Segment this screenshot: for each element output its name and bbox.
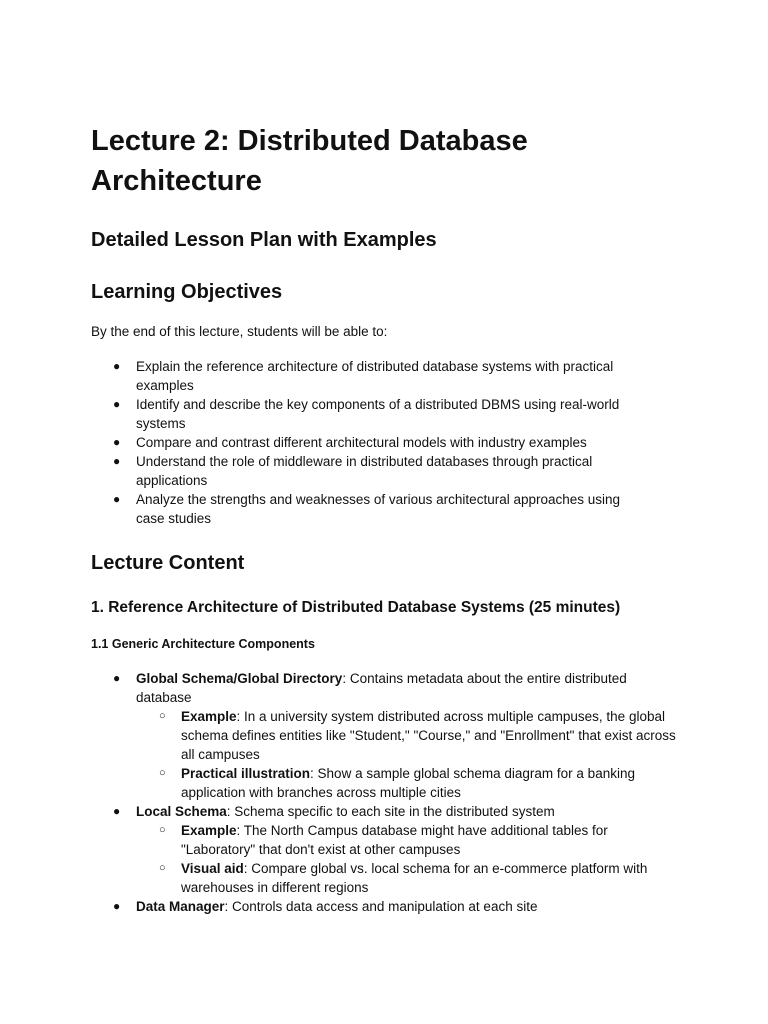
list-item <box>91 669 681 802</box>
section-heading: 1. Reference Architecture of Distributed Database Systems (25 minutes) <box>91 599 621 616</box>
list-item <box>91 433 651 452</box>
list-item <box>91 490 651 528</box>
detail-term: Visual aid <box>181 861 244 876</box>
component-term: Data Manager <box>136 899 225 914</box>
hollow-bullet-icon: ○ <box>159 710 166 722</box>
objective-text: Analyze the strengths and weaknesses of various architectural approaches using case studies <box>136 492 621 526</box>
objective-text: Identify and describe the key components of a distributed DBMS using real-world systems <box>136 397 620 431</box>
list-item <box>91 452 651 490</box>
component-term: Local Schema <box>136 804 227 819</box>
component-term: Global Schema/Global Directory <box>136 671 343 686</box>
component-text: : Schema specific to each site in the distributed system <box>226 804 555 819</box>
lecture-content-heading: Lecture Content <box>91 552 245 574</box>
list-item <box>136 764 681 802</box>
bullet-icon: ● <box>113 671 121 685</box>
hollow-bullet-icon: ○ <box>159 767 166 779</box>
bullet-icon: ● <box>113 804 121 818</box>
objective-text: Compare and contrast different architectural models with industry examples <box>136 435 587 450</box>
learning-objectives-heading: Learning Objectives <box>91 281 283 303</box>
bullet-icon: ● <box>113 359 121 373</box>
bullet-icon: ● <box>113 454 121 468</box>
list-item <box>91 802 681 897</box>
objective-text: Understand the role of middleware in distributed databases through practical applications <box>136 454 593 488</box>
detail-term: Practical illustration <box>181 766 311 781</box>
detail-term: Example <box>181 823 237 838</box>
bullet-icon: ● <box>113 899 121 913</box>
component-details <box>136 821 681 897</box>
objective-text: Explain the reference architecture of distributed database systems with practical examples <box>136 359 614 393</box>
objectives-intro: By the end of this lecture, students will be able to: <box>91 324 388 339</box>
list-item <box>136 859 681 897</box>
detail-term: Example <box>181 709 237 724</box>
subsection-heading: 1.1 Generic Architecture Components <box>91 637 315 651</box>
component-text: : Contains metadata about the entire distributed database <box>136 671 627 705</box>
hollow-bullet-icon: ○ <box>159 862 166 874</box>
objectives-list <box>91 357 651 528</box>
detail-text: : Compare global vs. local schema for an e-commerce platform with warehouses in different regions <box>181 861 648 895</box>
bullet-icon: ● <box>113 435 121 449</box>
list-item <box>136 707 681 764</box>
list-item <box>91 395 651 433</box>
component-text: : Controls data access and manipulation at each site <box>224 899 538 914</box>
detail-text: : Show a sample global schema diagram for a banking application with branches across multiple cities <box>181 766 635 800</box>
components-list <box>91 669 681 916</box>
list-item <box>91 897 681 916</box>
document-subtitle: Detailed Lesson Plan with Examples <box>91 229 437 251</box>
detail-text: : In a university system distributed across multiple campuses, the global schema defines entities like "Student," "Course," and "Enrollment" that exist across all campuses <box>181 709 676 762</box>
detail-text: : The North Campus database might have additional tables for "Laboratory" that don't exist at other campuses <box>181 823 608 857</box>
bullet-icon: ● <box>113 397 121 411</box>
component-details <box>136 707 681 802</box>
list-item <box>136 821 681 859</box>
list-item <box>91 357 651 395</box>
document-title: Lecture 2: Distributed Database Architecture <box>91 125 528 197</box>
bullet-icon: ● <box>113 492 121 506</box>
hollow-bullet-icon: ○ <box>159 824 166 836</box>
